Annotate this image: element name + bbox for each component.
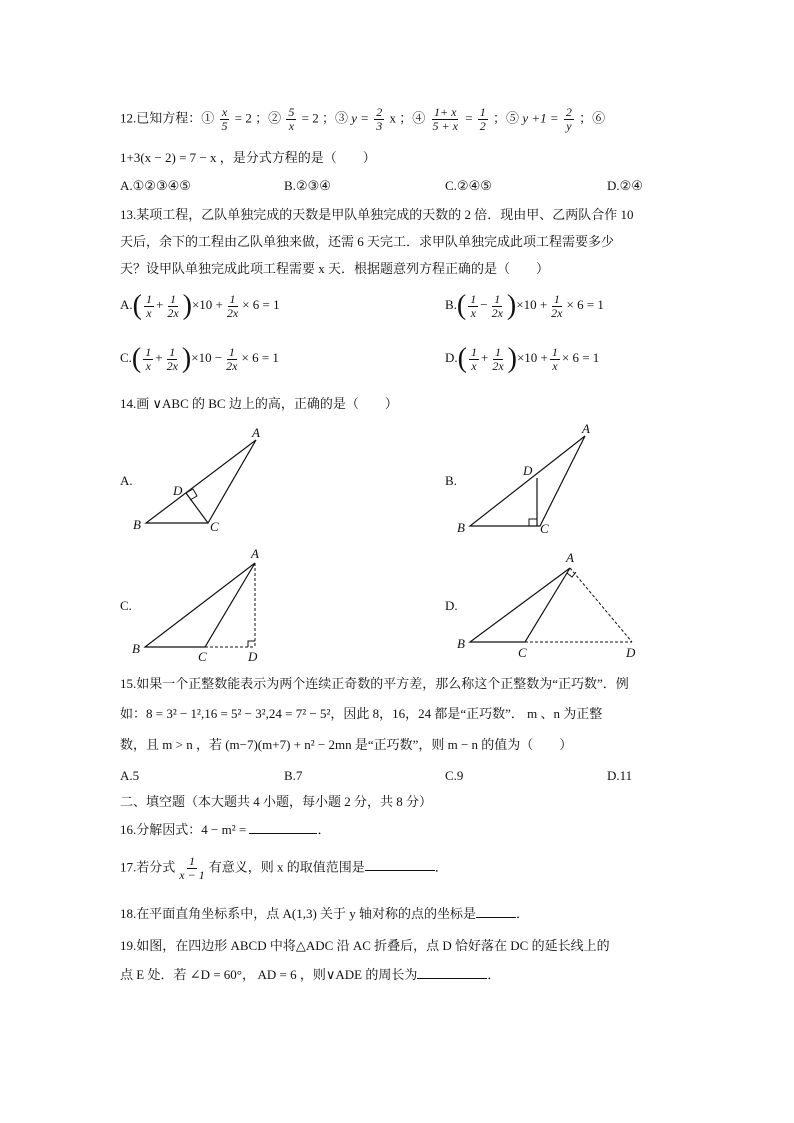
frac [225,293,240,320]
q12-eq5-tail: ；⑥ [579,110,606,126]
right-angle-mark [529,519,537,526]
frac-num: 1 [229,291,236,306]
operator: + [480,349,489,365]
q17-mid: 有意义，则 x 的取值范围是 [208,859,365,875]
q16-answer-blank[interactable] [249,821,317,834]
q12-line1 [120,106,605,133]
q12-option-a[interactable]: A.①②③④⑤ [120,178,191,193]
frac [469,346,479,373]
point-d-label: D [626,645,636,660]
frac-den: 2x [166,358,178,373]
q12-eq2-rhs: = 2 ；③ [301,110,348,126]
frac-num: 2 [565,105,572,119]
frac-den: 3 [376,119,383,133]
triangle [145,563,255,647]
left-paren: ( [457,343,467,374]
frac-den: 2 [479,119,486,133]
frac-den: 2x [492,358,504,373]
frac [165,293,180,320]
frac-num: 1 [494,344,501,359]
q13-line3: 天？设甲队单独完成此项工程需要 x 天．根据题意列方程正确的是（ ） [120,261,550,276]
point-d-label: D [173,483,183,498]
point-c-label: C [210,519,219,534]
q12-eq4-frac [431,106,460,133]
right-angle-mark [248,641,255,647]
frac-den: 2x [226,358,238,373]
frac-num: 1 [470,344,477,359]
q12-eq1-rhs: = 2 ；② [234,110,282,126]
triangle [470,436,585,526]
left-paren: ( [456,290,467,321]
frac-num: 1 [470,291,477,306]
q13-line2: 天后，余下的工程由乙队单独来做，还需 6 天完工．求甲队单独完成此项工程需要多少 [120,234,615,249]
frac [165,346,180,373]
q19-text: 点 E 处．若 ∠D = 60°， AD = 6 ，则∨ADE 的周长为 [120,967,418,982]
q14-option-a[interactable]: A. [120,473,133,488]
tail: × 6 = 1 [566,296,604,312]
frac-num: 1 [228,344,235,359]
option-label: A. [120,296,133,312]
point-a-label: A [582,421,590,436]
frac-num: 1 [551,344,558,359]
point-a-label: A [566,550,574,565]
q13-option-c[interactable] [120,345,279,373]
option-label: D. [445,349,458,365]
frac-num: 1 [145,291,152,306]
frac [550,346,560,373]
point-c-label: C [518,645,527,660]
q19-tail: ． [487,967,501,982]
q17-tail: ． [434,859,448,875]
frac-den: 2x [491,305,503,320]
q17-line [120,855,448,882]
point-b-label: B [457,520,465,535]
frac-den: 2x [226,305,239,320]
frac-num: 2 [376,105,383,119]
frac-num: 1 [479,105,486,119]
q12-eq3-rhs: x ；④ [389,110,426,126]
frac-den: x [552,358,558,373]
q14-figure-a [130,425,270,535]
point-d-label: D [248,649,258,664]
q18-text: 18.在平面直角坐标系中，点 A(1,3) 关于 y 轴对称的点的坐标是 [120,906,477,921]
q12-eq3-frac [374,106,384,133]
frac-den: x [146,305,152,320]
q12-option-d[interactable]: D.②④ [607,178,643,193]
frac-num: 1 [494,291,501,306]
frac-num: 1 [169,291,176,306]
frac-den: 2x [551,305,563,320]
triangle [470,568,570,642]
altitude-line [570,568,632,642]
frac [490,346,505,373]
q12-eq5-frac [564,106,574,133]
frac-num: 5 [288,105,295,119]
q12-line2: 1+3(x − 2) = 7 − x ，是分式方程的是（ ） [120,150,376,165]
operator: ×10 − [191,349,223,365]
frac-den: x [145,358,151,373]
right-paren: ) [506,290,517,321]
frac-den: 5 [221,119,228,133]
point-a-label: A [252,425,260,440]
q14-figure-d [455,545,645,665]
right-paren: ) [181,343,192,374]
q13-option-b[interactable] [445,292,604,320]
q18-tail: ． [516,906,530,921]
q12-option-b[interactable]: B.②③④ [284,178,331,193]
frac-den: x − 1 [179,868,205,882]
operator: ×10 + [516,349,548,365]
frac-den: 5 + x [432,119,458,133]
frac [490,293,505,320]
triangle [146,440,256,523]
q12-eq4-eq: = [465,110,473,126]
frac-den: y [566,119,572,133]
section-heading: 二、填空题（本大题共 4 小题，每小题 2 分，共 8 分） [120,794,433,809]
q12-eq4-tail: ；⑤ [493,110,520,126]
right-paren: ) [507,343,517,374]
operator: + [155,349,163,365]
q13-line1: 13.某项工程，乙队单独完成的天数是甲队单独完成的天数的 2 倍．现由甲、乙两队合作 10 [120,207,634,222]
q14-line1: 14.画 ∨ABC 的 BC 边上的高，正确的是（ ） [120,396,398,411]
q15-line3: 数，且 m > n ，若 (m−7)(m+7) + n² − 2mn 是“正巧数”，则 m − n 的值为（ ） [120,737,573,752]
point-c-label: C [540,521,549,536]
q14-option-d[interactable]: D. [445,598,458,613]
operator: − [480,296,488,312]
q19-answer-blank[interactable] [417,966,487,979]
q15-option-d[interactable]: D.11 [607,768,633,783]
frac [143,346,153,373]
right-angle-mark [567,572,576,577]
frac [549,293,564,320]
operator: + [155,296,164,312]
tail: × 6 = 1 [241,349,279,365]
frac-den: x [471,358,477,373]
right-paren: ) [182,290,192,321]
q19-line1: 19.如图，在四边形 ABCD 中将△ADC 沿 AC 折叠后，点 D 恰好落在 DC 的延长线上的 [120,938,610,953]
q17-frac [177,855,206,882]
q12-eq1-frac [220,106,230,133]
q12-lead: 12.已知方程：① [120,110,215,126]
point-c-label: C [198,649,207,664]
q15-option-b[interactable]: B.7 [284,768,303,783]
q15-line1: 15.如果一个正整数能表示为两个连续正奇数的平方差，那么称这个正整数为“正巧数”．例 [120,676,629,691]
q12-eq5-lhs: y +1 = [522,110,559,126]
frac-num: 1+ x [434,105,457,119]
point-d-label: D [523,463,533,478]
q12-option-c[interactable]: C.②④⑤ [445,178,492,193]
frac-den: x [470,305,476,320]
frac [468,293,478,320]
frac-num: 1 [188,854,195,868]
q12-eq3-lhs: y = [351,110,369,126]
q15-line2: 如：8 = 3² − 1²,16 = 5² − 3²,24 = 7² − 5²，因此 8，16，24 都是“正巧数”． m 、n 为正整 [120,706,603,721]
frac-num: x [221,105,228,119]
point-a-label: A [251,546,259,561]
tail: × 6 = 1 [561,349,600,365]
frac-num: 1 [169,344,176,359]
point-b-label: B [132,641,140,656]
left-paren: ( [131,343,142,374]
q14-figure-c [130,545,270,665]
frac [224,346,239,373]
q19-line2 [120,965,500,985]
tail: × 6 = 1 [242,296,280,312]
q12-eq4-rfrac [478,106,488,133]
q14-option-c[interactable]: C. [120,598,132,613]
point-b-label: B [457,636,465,651]
point-b-label: B [133,517,141,532]
q16-line [120,820,330,840]
q12-eq2-frac [286,106,296,133]
q16-text: 16.分解因式：4 − m² = [120,822,247,837]
frac-num: 1 [145,344,152,359]
q15-option-c[interactable]: C.9 [445,768,464,783]
q14-figure-b [455,420,605,540]
q15-option-a[interactable]: A.5 [120,768,140,783]
operator: ×10 + [516,296,548,312]
altitude-line [186,493,208,523]
option-label: C. [120,349,132,365]
frac-den: 2x [167,305,179,320]
option-label: B. [445,296,457,312]
frac-den: x [288,119,295,133]
q18-line [120,904,529,924]
operator: ×10 + [191,296,223,312]
frac [144,293,154,320]
left-paren: ( [132,290,142,321]
q13-option-a[interactable] [120,292,280,320]
q17-answer-blank[interactable] [365,858,435,871]
q17-lead: 17.若分式 [120,859,176,875]
q16-tail: ． [317,822,331,837]
q18-answer-blank[interactable] [476,905,516,918]
frac-num: 1 [553,291,560,306]
q14-option-b[interactable]: B. [445,473,457,488]
q13-option-d[interactable] [445,345,599,373]
